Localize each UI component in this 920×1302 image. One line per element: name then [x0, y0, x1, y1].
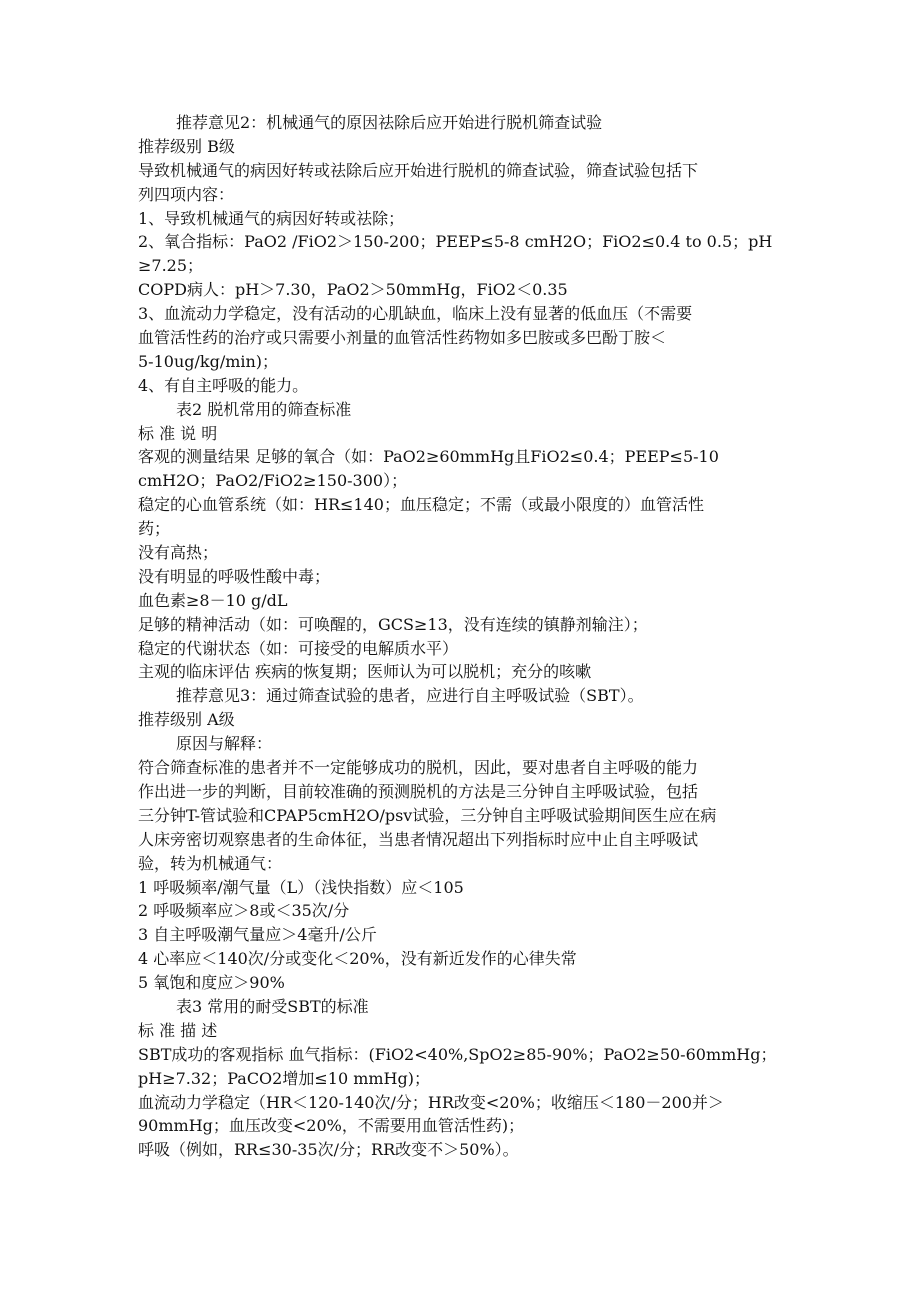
text-line: 1 呼吸频率/潮气量（L）（浅快指数）应＜105	[138, 877, 464, 897]
text-line: 人床旁密切观察患者的生命体征，当患者情况超出下列指标时应中止自主呼吸试	[138, 829, 699, 849]
text-line: cmH2O；PaO2/FiO2≥150-300）；	[138, 471, 408, 491]
text-line: 5 氧饱和度应＞90%	[138, 973, 285, 993]
text-line: 2 呼吸频率应＞8或＜35次/分	[138, 901, 350, 921]
text-line: 推荐意见2：机械通气的原因祛除后应开始进行脱机筛查试验	[176, 113, 603, 132]
text-line: 符合筛查标准的患者并不一定能够成功的脱机，因此，要对患者自主呼吸的能力	[138, 758, 699, 778]
text-line: 推荐意见3：通过筛查试验的患者，应进行自主呼吸试验（SBT）。	[176, 686, 644, 706]
text-line: COPD病人：pH＞7.30，PaO2＞50mmHg，FiO2＜0.35	[138, 280, 568, 300]
text-line: 三分钟T-管试验和CPAP5cmH2O/psv试验，三分钟自主呼吸试验期间医生应在病	[138, 805, 717, 825]
text-line: 呼吸（例如，RR≤30-35次/分；RR改变不＞50%）。	[138, 1140, 519, 1160]
text-line: 表3 常用的耐受SBT的标准	[176, 996, 369, 1016]
text-line: ≥7.25；	[138, 256, 204, 276]
text-line: pH≥7.32；PaCO2增加≤10 mmHg)；	[138, 1068, 430, 1088]
text-line: 没有明显的呼吸性酸中毒；	[138, 566, 331, 586]
text-line: 客观的测量结果 足够的氧合（如：PaO2≥60mmHg且FiO2≤0.4；PEEP≤5-10	[138, 447, 719, 467]
text-line: 5-10ug/kg/min)；	[138, 351, 279, 371]
text-line: 3、血流动力学稳定，没有活动的心肌缺血，临床上没有显著的低血压（不需要	[138, 304, 693, 324]
text-line: 90mmHg；血压改变<20%，不需要用血管活性药)；	[138, 1116, 525, 1136]
text-line: 没有高热；	[138, 543, 219, 563]
text-line: 4 心率应＜140次/分或变化＜20%，没有新近发作的心律失常	[138, 949, 577, 969]
text-line: 血管活性药的治疗或只需要小剂量的血管活性药物如多巴胺或多巴酚丁胺＜	[138, 328, 667, 348]
document-body	[138, 111, 783, 1162]
text-line: 导致机械通气的病因好转或祛除后应开始进行脱机的筛查试验，筛查试验包括下	[138, 160, 699, 180]
text-line: 2、氧合指标：PaO2 /FiO2＞150-200；PEEP≤5-8 cmH2O；FiO2≤0.4 to 0.5；pH	[138, 232, 773, 252]
text-line: 稳定的代谢状态（如：可接受的电解质水平）	[138, 638, 459, 658]
text-line: 标 准 描 述	[138, 1020, 218, 1040]
text-line: 稳定的心血管系统（如：HR≤140；血压稳定；不需（或最小限度的）血管活性	[138, 495, 704, 515]
text-line: 3 自主呼吸潮气量应＞4毫升/公斤	[138, 925, 377, 945]
text-line: SBT成功的客观指标 血气指标：(FiO2<40%,SpO2≥85-90%；PaO2≥50-60mmHg；	[138, 1044, 777, 1064]
text-line: 验，转为机械通气：	[138, 853, 283, 873]
text-line: 推荐级别 B级	[138, 136, 235, 156]
text-line: 表2 脱机常用的筛查标准	[176, 399, 352, 419]
text-line: 4、有自主呼吸的能力。	[138, 375, 309, 395]
text-line: 血色素≥8－10 g/dL	[138, 590, 288, 610]
text-line: 血流动力学稳定（HR＜120-140次/分；HR改变<20%；收缩压＜180－200并＞	[138, 1092, 724, 1112]
text-line: 推荐级别 A级	[138, 710, 235, 730]
text-line: 药；	[138, 519, 171, 539]
text-line: 标 准 说 明	[138, 423, 218, 443]
text-line: 足够的精神活动（如：可唤醒的，GCS≥13，没有连续的镇静剂输注）；	[138, 614, 648, 634]
text-line: 主观的临床评估 疾病的恢复期；医师认为可以脱机；充分的咳嗽	[138, 662, 592, 682]
text-line: 1、导致机械通气的病因好转或祛除；	[138, 208, 405, 228]
text-line: 作出进一步的判断，目前较准确的预测脱机的方法是三分钟自主呼吸试验，包括	[138, 781, 699, 801]
text-line: 原因与解释：	[176, 734, 273, 754]
text-line: 列四项内容：	[138, 184, 235, 204]
